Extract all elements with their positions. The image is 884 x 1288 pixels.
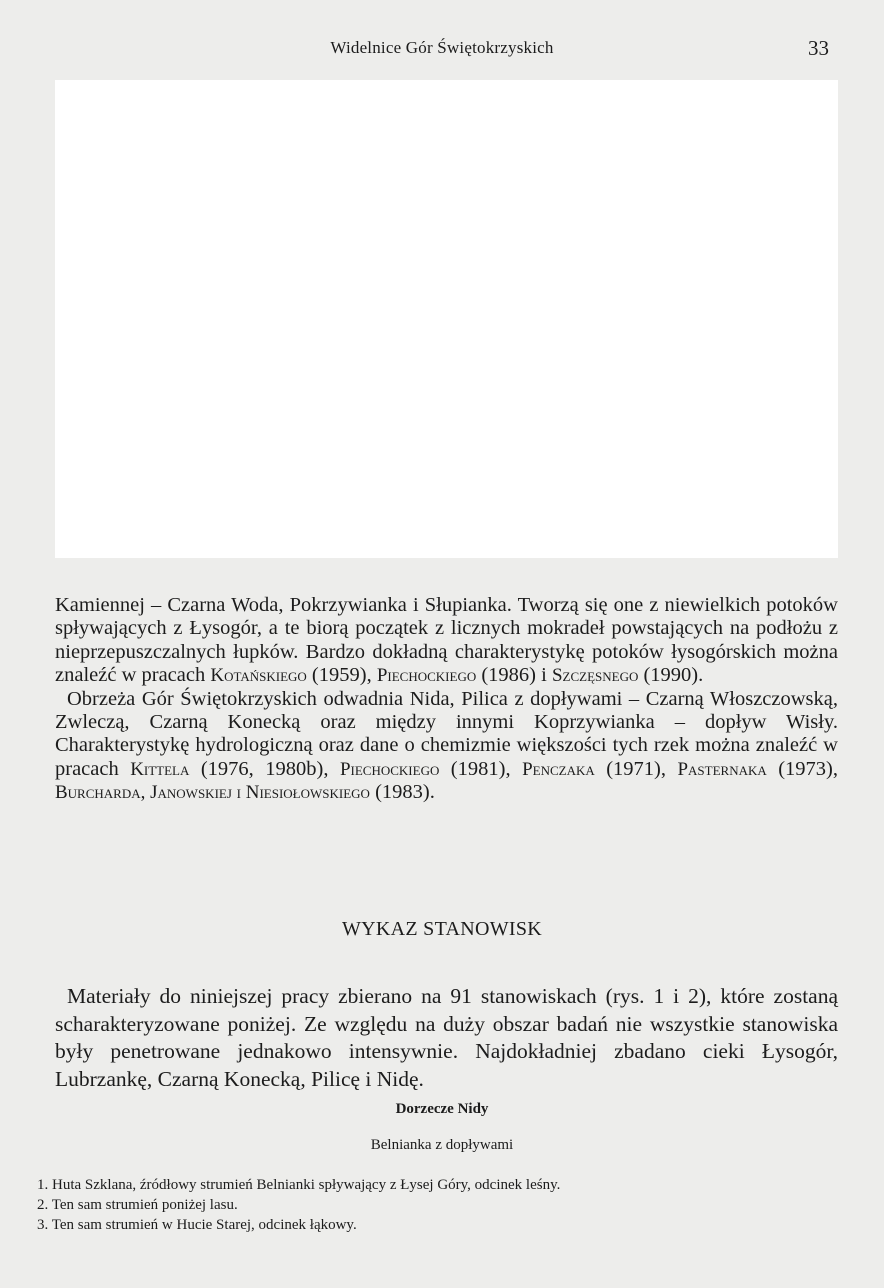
running-header: Widelnice Gór Świętokrzyskich: [330, 38, 554, 57]
citation: Piechockiego: [339, 758, 440, 780]
list-item: 3. Ten sam strumień w Hucie Starej, odcinek łąkowy.: [37, 1217, 357, 1233]
basin-heading: Dorzecze Nidy: [395, 1101, 489, 1117]
figure-area: [55, 80, 838, 558]
river-heading: Belnianka z dopływami: [370, 1137, 514, 1153]
site-list: [37, 1175, 827, 1235]
citation: Penczaka: [522, 758, 595, 780]
section-paragraph: [55, 983, 838, 1093]
citation: Kotańskiego: [210, 665, 307, 687]
list-item: 2. Ten sam strumień poniżej lasu.: [37, 1197, 238, 1213]
citation: Kittela: [130, 758, 190, 780]
section-heading: WYKAZ STANOWISK: [341, 918, 543, 940]
citation: Szczęsnego: [551, 665, 639, 687]
paragraph-kamiennej: Kamiennej – Czarna Woda, Pokrzywianka i Słupianka. Tworzą się one z niewielkich potoków spływających z Łysogór, a te biorą początek z licznych mokradeł powstających na podłożu z nieprzepuszczalnych łupków. Bardzo dokładną charakterystykę potoków łysogórskich można znaleźć w pracach Kotańskiego (1959), Piechockiego (1986) i Szczęsnego (1990).: [55, 594, 838, 687]
citation: Burcharda, Janowskiej i Niesiołowskiego: [55, 782, 370, 804]
paragraph-obrzeza: Obrzeża Gór Świętokrzyskich odwadnia Nida, Pilica z dopływami – Czarną Włoszczowską, Zwleczą, Czarną Konecką oraz między innymi Koprzywianka – dopływ Wisły. Charakterystykę hydrologiczną oraz dane o chemizmie większości tych rzek można znaleźć w pracach Kittela (1976, 1980b), Piechockiego (1981), Penczaka (1971), Pasternaka (1973), Burcharda, Janowskiej i Niesiołowskiego (1983).: [55, 687, 839, 804]
list-item: 1. Huta Szklana, źródłowy strumień Belnianki spływający z Łysej Góry, odcinek leśny.: [37, 1177, 561, 1193]
body-text-block: [55, 594, 838, 805]
paragraph-materialy: Materiały do niniejszej pracy zbierano na 91 stanowiskach (rys. 1 i 2), które zostaną scharakteryzowane poniżej. Ze względu na duży obszar badań nie wszystkie stanowiska były penetrowane jednakowo intensywnie. Najdokładniej zbadano cieki Łysogór, Lubrzankę, Czarną Konecką, Pilicę i Nidę.: [55, 984, 838, 1091]
page-number: 33: [808, 36, 829, 60]
citation: Pasternaka: [677, 758, 767, 780]
citation: Piechockiego: [376, 665, 477, 687]
